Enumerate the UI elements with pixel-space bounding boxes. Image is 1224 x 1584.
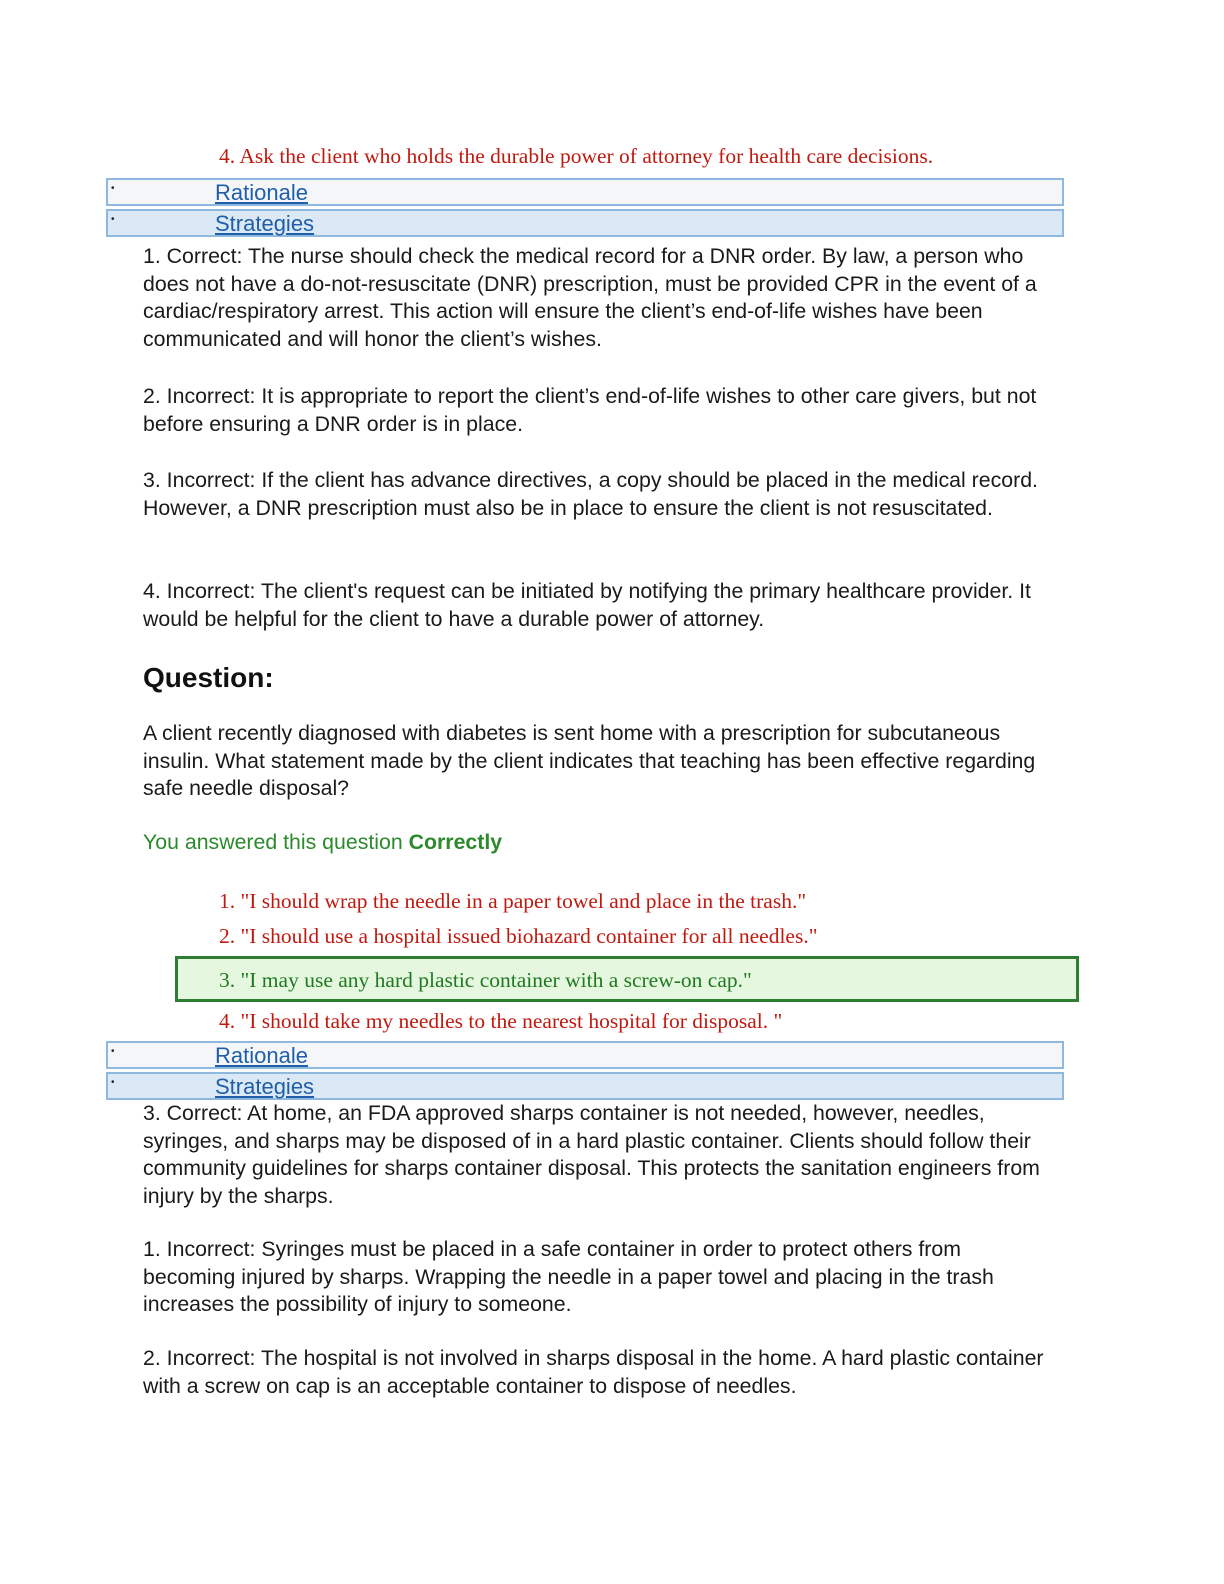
answer-status-prefix: You answered this question xyxy=(143,830,409,854)
bullet-icon: • xyxy=(111,1046,115,1057)
q1-rationale-2: 2. Incorrect: It is appropriate to report the client’s end-of-life wishes to other care givers, but not before ensuring a DNR order is in place. xyxy=(143,384,1037,436)
q2-option-1[interactable]: 1. "I should wrap the needle in a paper towel and place in the trash." xyxy=(219,889,807,913)
q2-strategies-tab[interactable] xyxy=(106,1072,1064,1100)
q2-rationale-correct: 3. Correct: At home, an FDA approved sharps container is not needed, however, needles, syringes, and sharps may be disposed of in a hard plastic container. Clients should follow their community guidelines for sharps container disposal. This protects the sanitation engineers from injury by the sharps. xyxy=(143,1101,1040,1208)
q2-option-2[interactable]: 2. "I should use a hospital issued biohazard container for all needles." xyxy=(219,924,818,948)
q1-rationale-1: 1. Correct: The nurse should check the medical record for a DNR order. By law, a person who does not have a do-not-resuscitate (DNR) prescription, must be provided CPR in the event of a cardiac/respiratory arrest. This action will ensure the client’s end-of-life wishes have been communicated and will honor the client’s wishes. xyxy=(143,244,1037,351)
q1-rationale-link[interactable]: Rationale xyxy=(215,180,308,205)
answer-status xyxy=(143,830,502,855)
q2-rationale-link[interactable]: Rationale xyxy=(215,1043,308,1068)
q1-strategies-tab[interactable] xyxy=(106,209,1064,237)
bullet-icon: • xyxy=(111,214,115,225)
answer-status-result: Correctly xyxy=(408,830,503,854)
bullet-icon: • xyxy=(111,183,115,194)
q2-rationale-incorrect-2: 2. Incorrect: The hospital is not involved in sharps disposal in the home. A hard plastic container with a screw on cap is an acceptable container to dispose of needles. xyxy=(143,1346,1044,1398)
q2-option-4[interactable]: 4. "I should take my needles to the nearest hospital for disposal. " xyxy=(219,1009,783,1033)
q1-rationale-3: 3. Incorrect: If the client has advance directives, a copy should be placed in the medical record. However, a DNR prescription must also be in place to ensure the client is not resuscitated. xyxy=(143,468,1038,520)
q2-rationale-incorrect-1: 1. Incorrect: Syringes must be placed in a safe container in order to protect others from becoming injured by sharps. Wrapping the needle in a paper towel and placing in the trash increases the possibility of injury to someone. xyxy=(143,1237,994,1316)
q2-rationale-tab[interactable] xyxy=(106,1041,1064,1069)
q1-rationale-tab[interactable] xyxy=(106,178,1064,206)
bullet-icon: • xyxy=(111,1077,115,1088)
q1-rationale-4: 4. Incorrect: The client's request can be initiated by notifying the primary healthcare provider. It would be helpful for the client to have a durable power of attorney. xyxy=(143,579,1031,631)
q2-strategies-link[interactable]: Strategies xyxy=(215,1074,315,1099)
question-text: A client recently diagnosed with diabetes is sent home with a prescription for subcutaneous insulin. What statement made by the client indicates that teaching has been effective regarding safe needle disposal? xyxy=(143,721,1036,800)
question-heading: Question: xyxy=(143,662,274,693)
q2-option-3-correct[interactable]: 3. "I may use any hard plastic container with a screw-on cap." xyxy=(219,968,752,992)
q1-strategies-link[interactable]: Strategies xyxy=(215,211,315,236)
q1-option-4: 4. Ask the client who holds the durable power of attorney for health care decisions. xyxy=(219,144,934,168)
